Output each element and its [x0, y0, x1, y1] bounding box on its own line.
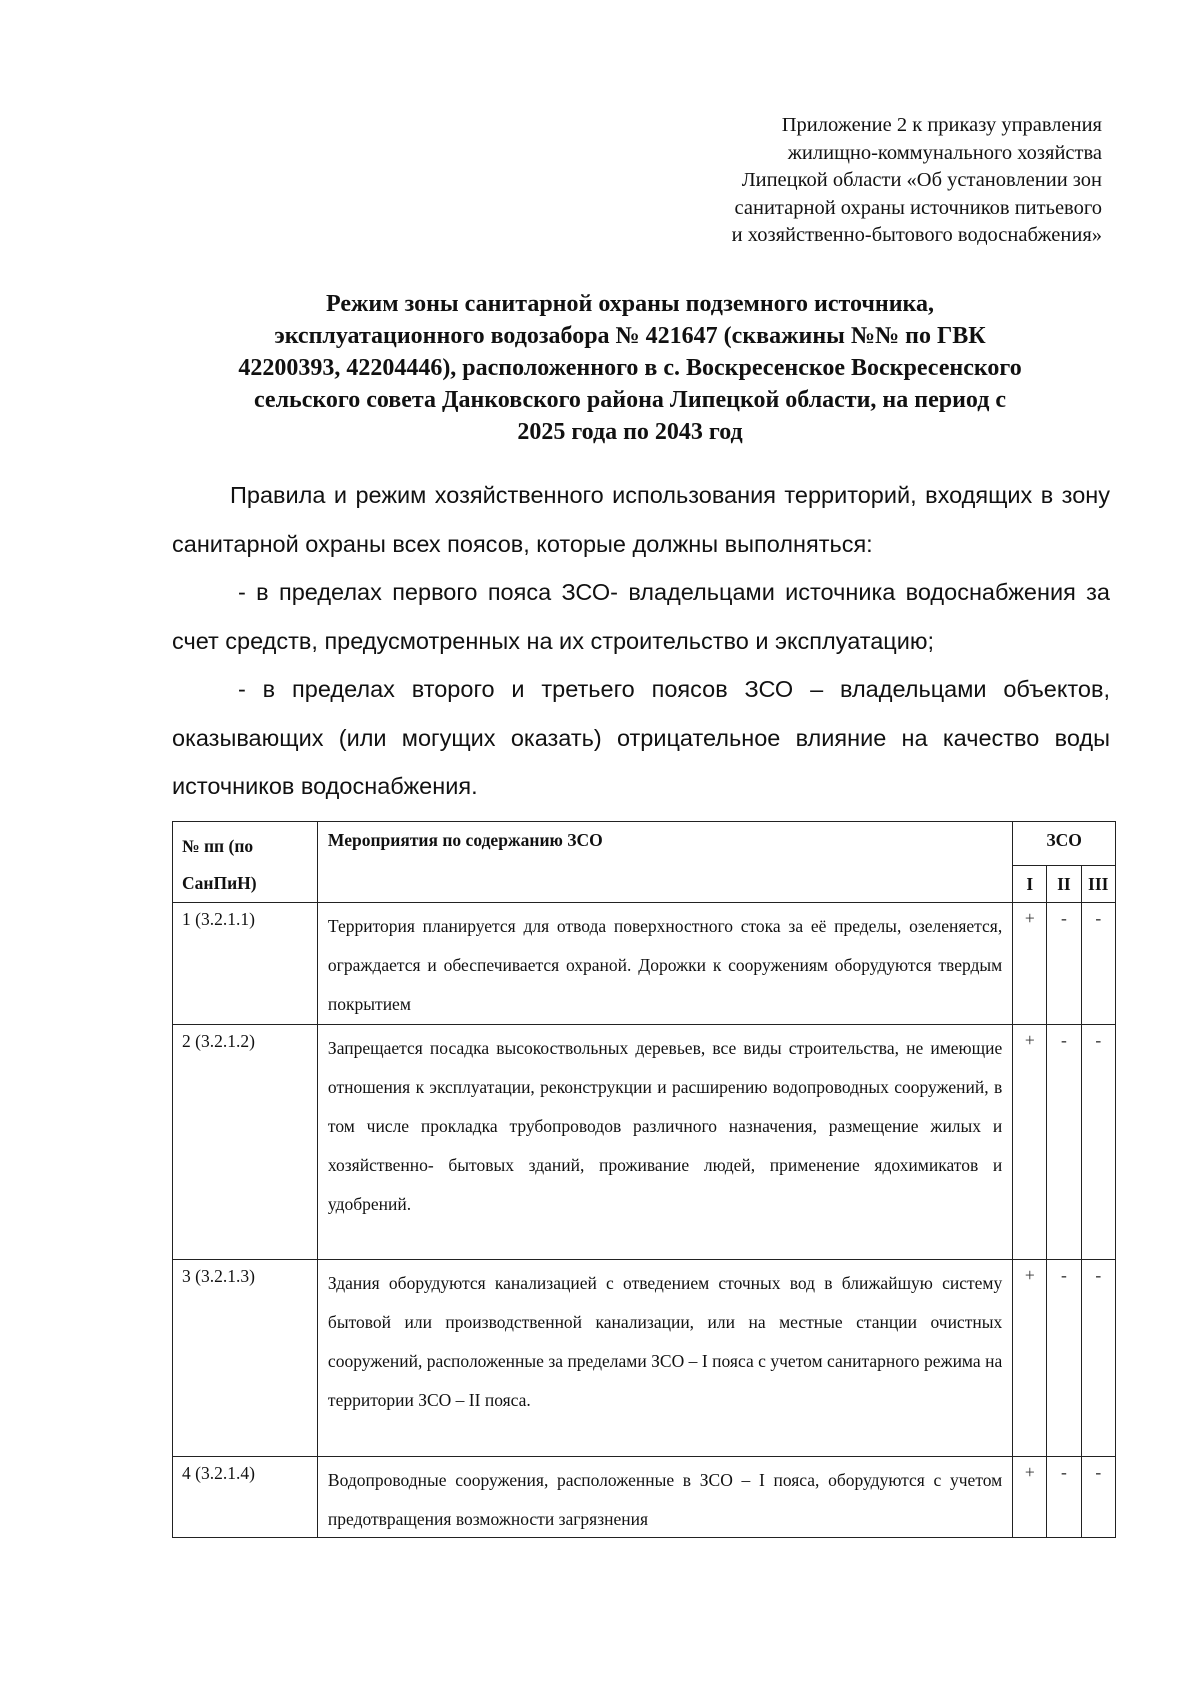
row-number: 3 (3.2.1.3) — [173, 1260, 318, 1457]
zone-iii-header: III — [1081, 866, 1116, 903]
body-text — [172, 471, 1110, 811]
title-line: Режим зоны санитарной охраны подземного источника, — [326, 291, 934, 317]
appendix-line: Приложение 2 к приказу управления — [781, 114, 1102, 136]
appendix-line: жилищно-коммунального хозяйства — [787, 141, 1102, 164]
zone-iii-mark: - — [1081, 1457, 1116, 1538]
zone-ii-mark: - — [1047, 1260, 1081, 1457]
zone-ii-mark: - — [1047, 1025, 1081, 1260]
row-measure: Территория планируется для отвода поверхностного стока за её пределы, озеленяется, ограждается и обеспечивается охраной. Дорожки к сооружениям оборудуются твердым покрытием — [317, 903, 1012, 1025]
row-number: 1 (3.2.1.1) — [173, 903, 318, 1025]
title-line: сельского совета Данковского района Липецкой области, на период с — [253, 387, 1007, 413]
table-row — [173, 903, 1116, 1025]
zso-measures-table — [172, 821, 1116, 1538]
num-column-header: № пп (по СанПиН) — [173, 822, 318, 903]
row-measure: Здания оборудуются канализацией с отведением сточных вод в ближайшую систему бытовой или производственной канализации, или на местные станции очистных сооружений, расположенные за пределами ЗСО – I пояса с учетом санитарного режима на территории ЗСО – II пояса. — [317, 1260, 1012, 1457]
measures-column-header: Мероприятия по содержанию ЗСО — [317, 822, 1012, 903]
zone-i-mark: + — [1013, 903, 1047, 1025]
table-row — [173, 1457, 1116, 1538]
first-belt-paragraph: - в пределах первого пояса ЗСО- владельцами источника водоснабжения за счет средств, предусмотренных на их строительство и эксплуатацию; — [172, 579, 1110, 654]
zone-ii-header: II — [1047, 866, 1081, 903]
zone-iii-mark: - — [1081, 1025, 1116, 1260]
title-line: 42200393, 42204446), расположенного в с. Воскресенское Воскресенского — [238, 355, 1022, 381]
appendix-header — [542, 112, 1102, 250]
row-measure — [317, 1457, 1012, 1538]
row-measure-text: Водопроводные сооружения, расположенные в ЗСО – I пояса, оборудуются с учетом предотвращения возможности загрязнения — [327, 1470, 1003, 1529]
intro-paragraph: Правила и режим хозяйственного использования территорий, входящих в зону санитарной охраны всех поясов, которые должны выполняться: — [172, 482, 1110, 557]
zone-i-mark: + — [1013, 1025, 1047, 1260]
appendix-line: санитарной охраны источников питьевого — [734, 196, 1102, 219]
table-row — [173, 1025, 1116, 1260]
title-line: эксплуатационного водозабора № 421647 (скважины №№ по ГВК — [274, 323, 986, 349]
zso-column-header: ЗСО — [1013, 822, 1116, 866]
zone-ii-mark: - — [1047, 903, 1081, 1025]
zone-i-mark: + — [1013, 1260, 1047, 1457]
row-measure: Запрещается посадка высокоствольных деревьев, все виды строительства, не имеющие отношения к эксплуатации, реконструкции и расширению водопроводных сооружений, в том числе прокладка трубопроводов различного назначения, размещение жилых и хозяйственно- бытовых зданий, проживание людей, применение ядохимикатов и удобрений. — [317, 1025, 1012, 1260]
title-line: 2025 года по 2043 год — [517, 419, 743, 445]
table-row — [173, 1260, 1116, 1457]
zone-iii-mark: - — [1081, 903, 1116, 1025]
zone-i-header: I — [1013, 866, 1047, 903]
appendix-line: Липецкой области «Об установлении зон — [741, 169, 1102, 191]
appendix-line: и хозяйственно-бытового водоснабжения» — [731, 224, 1102, 246]
second-third-belt-paragraph: - в пределах второго и третьего поясов ЗСО – владельцами объектов, оказывающих (или могущих оказать) отрицательное влияние на качество воды источников водоснабжения. — [172, 676, 1110, 799]
zone-ii-mark: - — [1047, 1457, 1081, 1538]
zone-i-mark: + — [1013, 1457, 1047, 1538]
document-title — [150, 288, 1110, 448]
row-number: 4 (3.2.1.4) — [173, 1457, 318, 1538]
row-number: 2 (3.2.1.2) — [173, 1025, 318, 1260]
zone-iii-mark: - — [1081, 1260, 1116, 1457]
table-header-row — [173, 822, 1116, 866]
